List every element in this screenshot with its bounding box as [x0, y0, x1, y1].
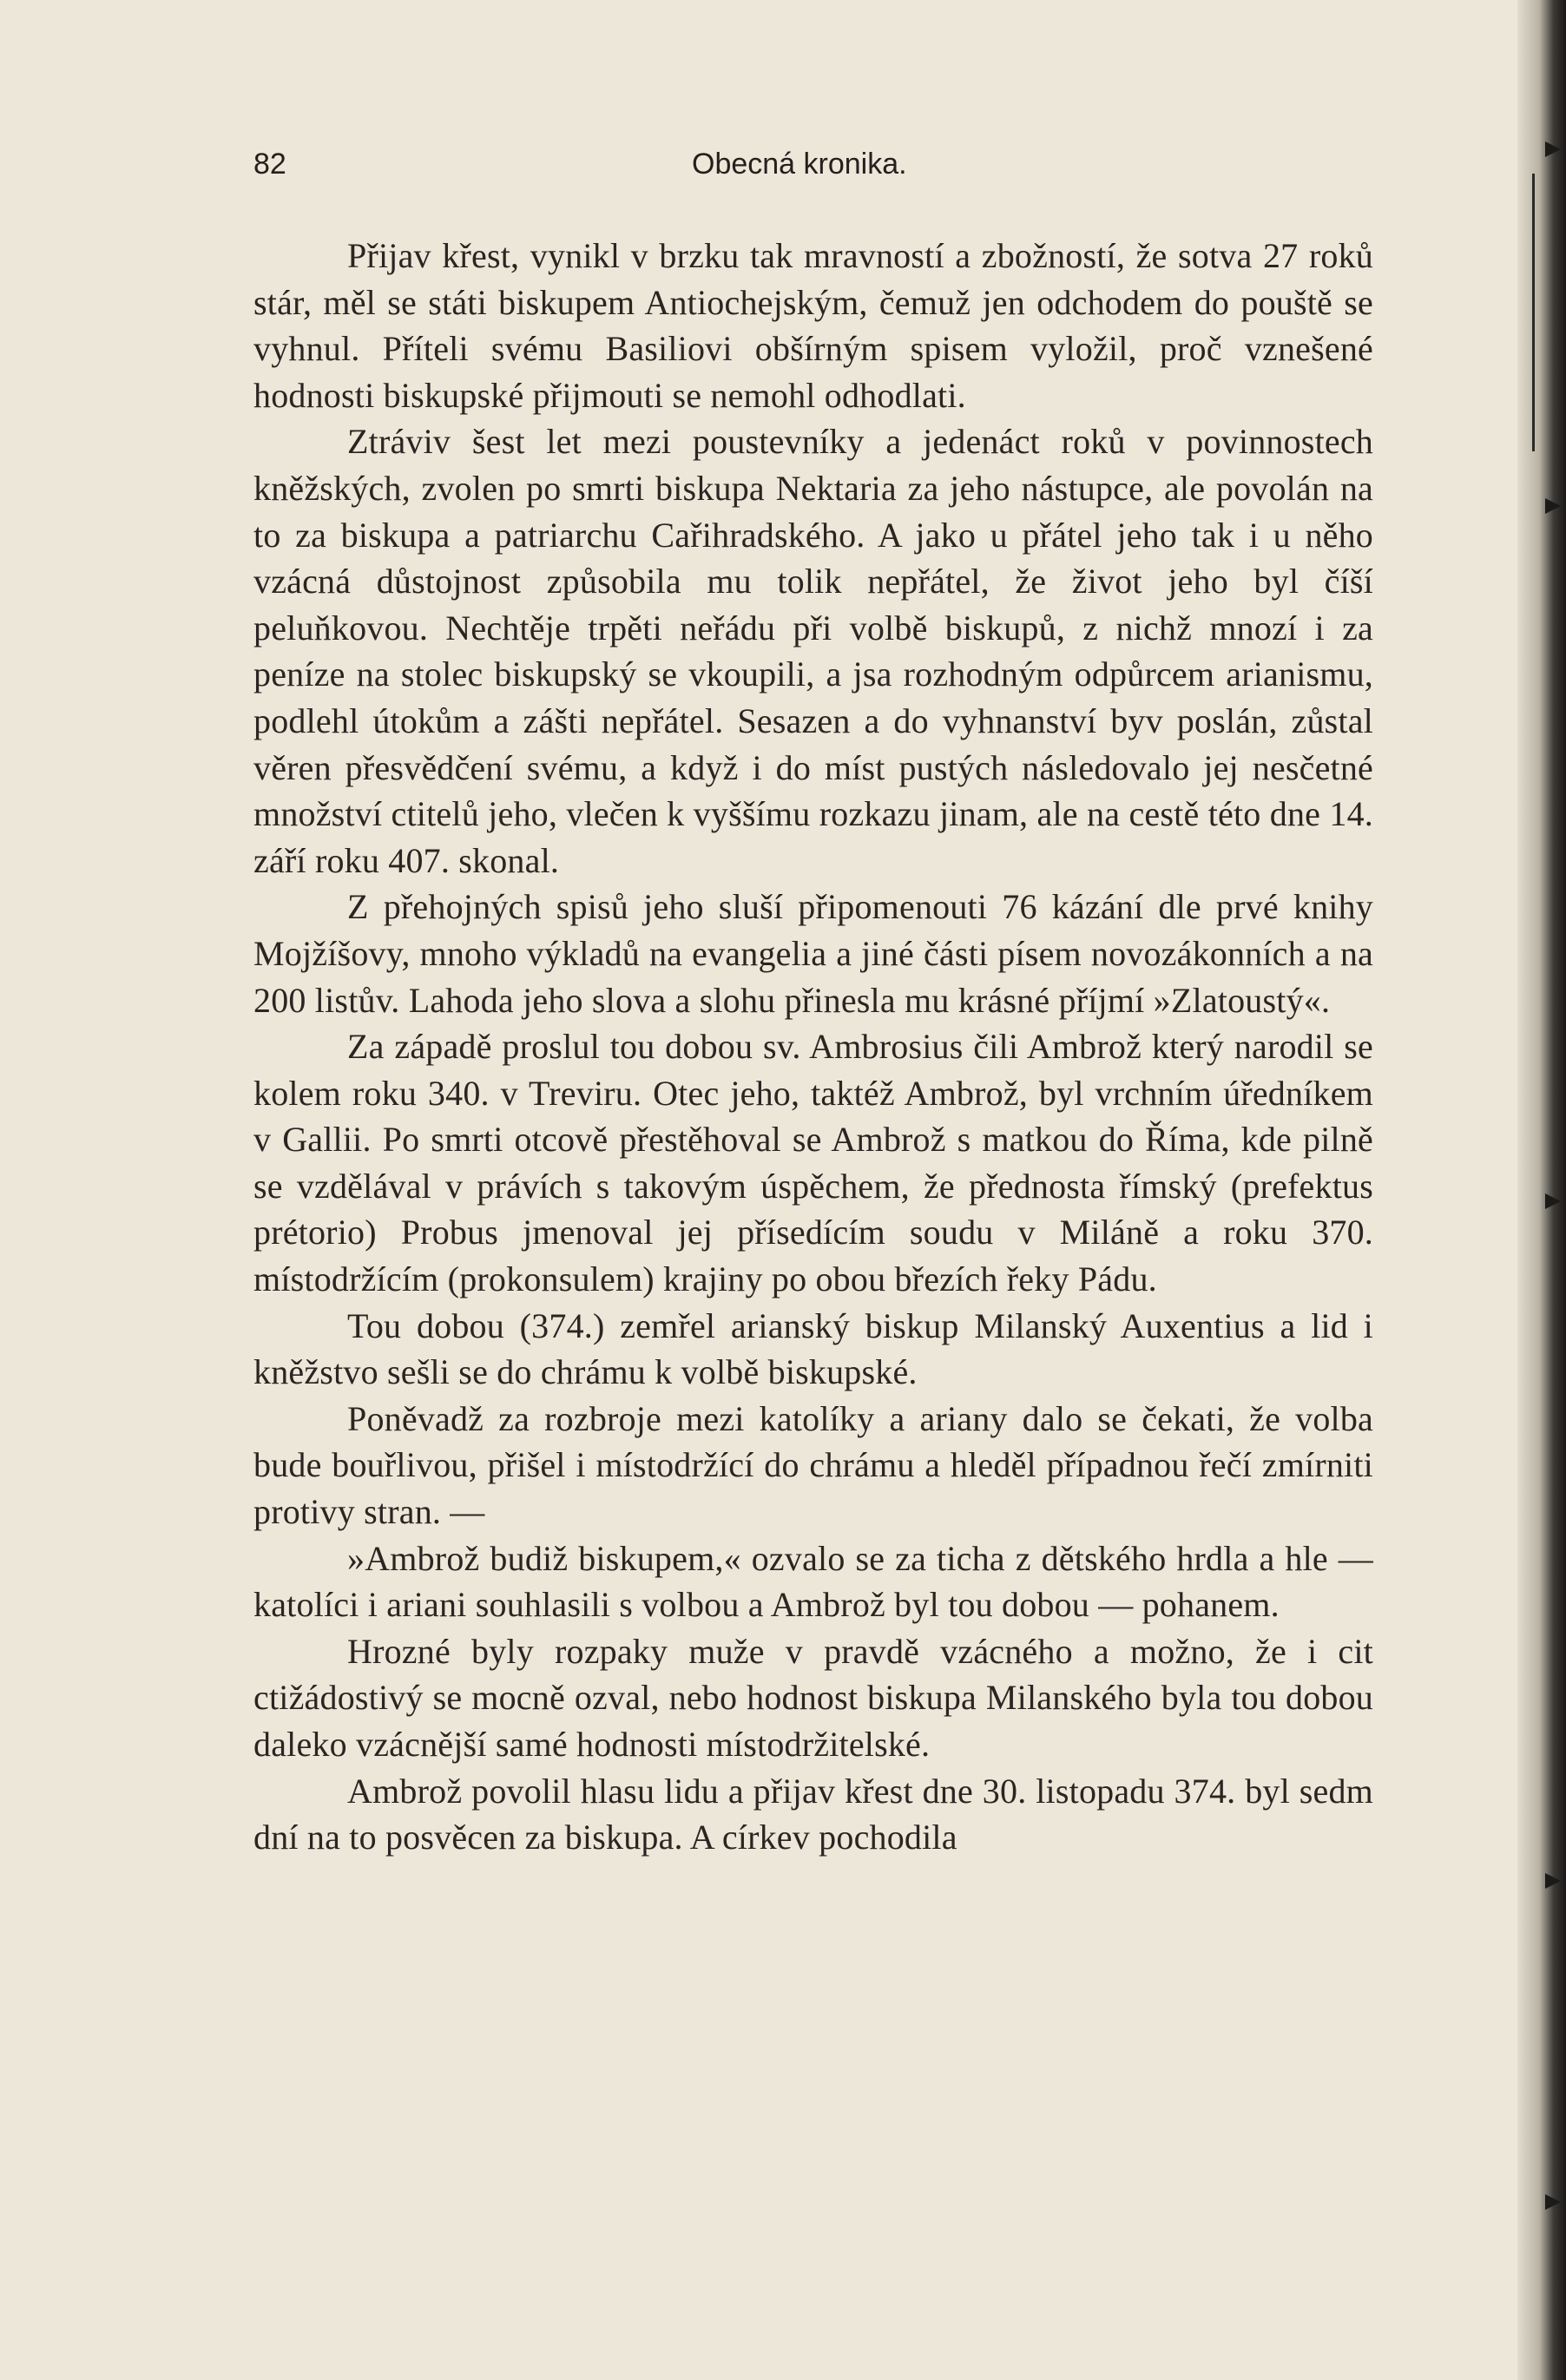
page-edge-shadow: [1517, 0, 1566, 2380]
edge-tab-mark: [1545, 141, 1561, 157]
paragraph: Přijav křest, vynikl v brzku tak mravností a zbožností, že sotva 27 roků stár, měl se státi biskupem Antiochejským, čemuž jen odchodem do pouště se vyhnul. Příteli svému Basiliovi obšírným spisem vyložil, proč vznešené hodnosti biskupské přijmouti se nemohl odhodlati.: [253, 236, 1373, 415]
edge-tab-mark: [1545, 498, 1561, 514]
edge-tab-mark: [1545, 1873, 1561, 1889]
paragraph: Ztráviv šest let mezi poustevníky a jedenáct roků v povinnostech kněžských, zvolen po smrti biskupa Nektaria za jeho nástupce, ale povolán na to za biskupa a patriarchu Cařihradského. A jako u přátel jeho tak i u něho vzácná důstojnost způsobila mu tolik nepřátel, že život jeho byl číší peluňkovou. Nechtěje trpěti neřádu při volbě biskupů, z nichž mnozí i za peníze na stolec biskupský se vkoupili, a jsa rozhodným odpůrcem arianismu, podlehl útokům a zášti nepřátel. Sesazen a do vyhnanství byv poslán, zůstal věren přesvědčení svému, a když i do míst pustých následovalo jej nesčetné množství ctitelů jeho, vlečen k vyššímu rozkazu jinam, ale na cestě této dne 14. září roku 407. skonal.: [253, 422, 1373, 880]
paragraph: Ambrož povolil hlasu lidu a přijav křest dne 30. listopadu 374. byl sedm dní na to posvěcen za biskupa. A církev pochodila: [253, 1771, 1373, 1857]
paragraph: »Ambrož budiž biskupem,« ozvalo se za ticha z dětského hrdla a hle — katolíci i ariani souhlasili s volbou a Ambrož byl tou dobou — pohanem.: [253, 1538, 1373, 1625]
paragraph: Z přehojných spisů jeho sluší připomenouti 76 kázání dle prvé knihy Mojžíšovy, mnoho výkladů na evangelia a jiné části písem novozákonních a na 200 listův. Lahoda jeho slova a slohu přinesla mu krásné příjmí »Zlatoustý«.: [253, 887, 1373, 1020]
page-edge-line: [1532, 174, 1535, 451]
paragraph: Poněvadž za rozbroje mezi katolíky a ariany dalo se čekati, že volba bude bouřlivou, přišel i místodržící do chrámu a hleděl případnou řečí zmírniti protivy stran. —: [253, 1398, 1373, 1532]
edge-tab-mark: [1545, 1193, 1561, 1209]
running-title: Obecná kronika.: [692, 148, 907, 181]
paragraph: Hrozné byly rozpaky muže v pravdě vzácného a možno, že i cit ctižádostivý se mocně ozval, nebo hodnost biskupa Milanského byla tou dobou daleko vzácnější samé hodnosti místodržitelské.: [253, 1631, 1373, 1764]
body-text: [253, 233, 1373, 1861]
paragraph: Za západě proslul tou dobou sv. Ambrosius čili Ambrož který narodil se kolem roku 340. v Treviru. Otec jeho, taktéž Ambrož, byl vrchním úředníkem v Gallii. Po smrti otcově přestěhoval se Ambrož s matkou do Říma, kde pilně se vzdělával v právích s takovým úspěchem, že přednosta římský (prefektus prétorio) Probus jmenoval jej přísedícím soudu v Miláně a roku 370. místodržícím (prokonsulem) krajiny po obou březích řeky Pádu.: [253, 1027, 1373, 1299]
page-header: [253, 148, 1373, 191]
paragraph: Tou dobou (374.) zemřel arianský biskup Milanský Auxentius a lid i kněžstvo sešli se do chrámu k volbě biskupské.: [253, 1305, 1373, 1392]
page-number: 82: [253, 148, 286, 181]
edge-tab-mark: [1545, 2194, 1561, 2210]
